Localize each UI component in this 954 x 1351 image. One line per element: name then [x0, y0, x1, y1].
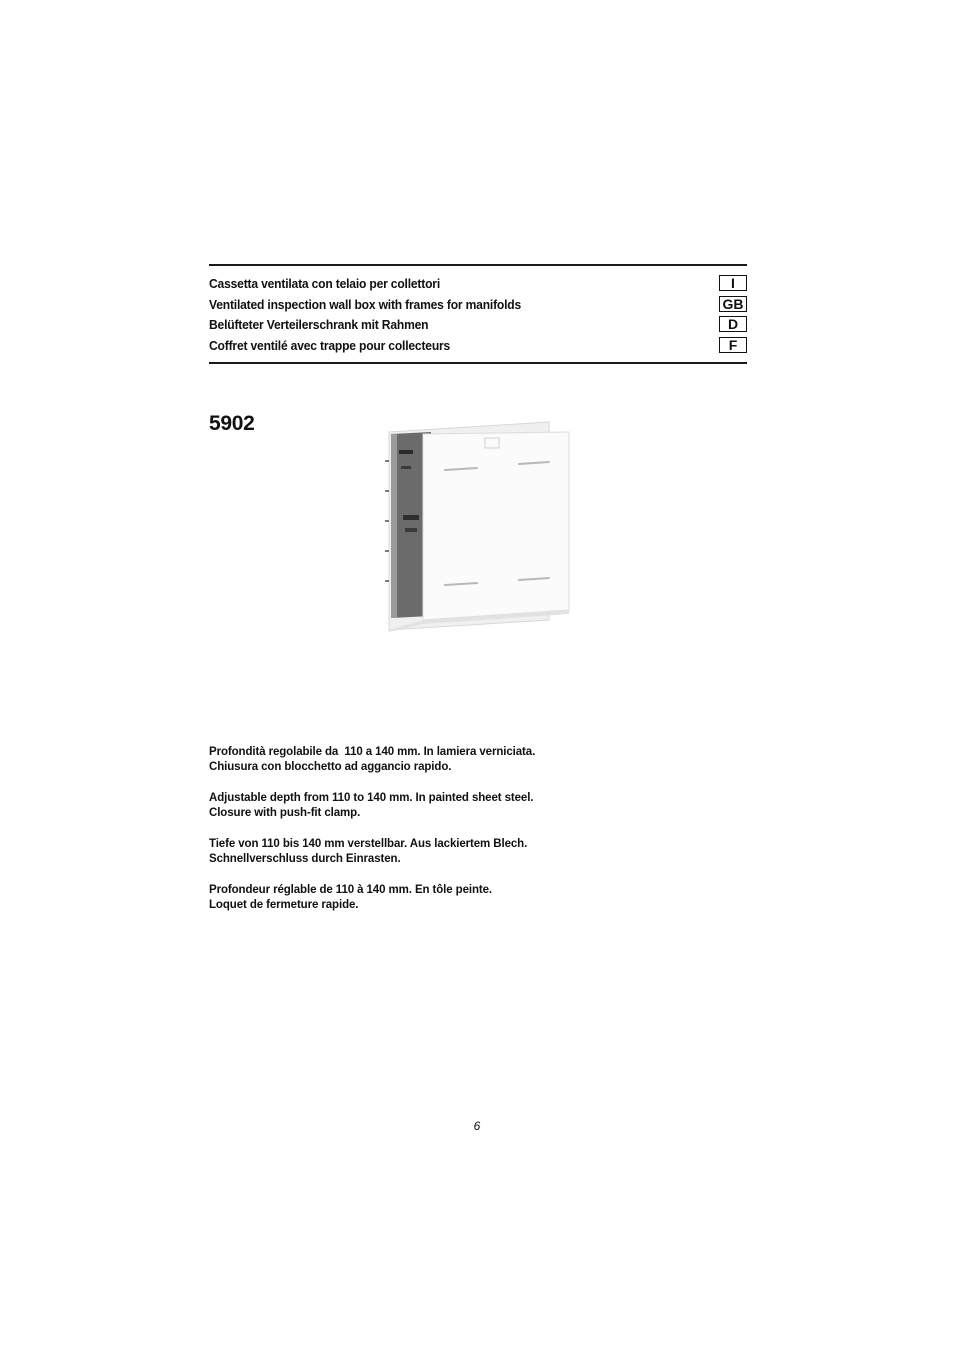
description-it [209, 745, 629, 775]
title-row-it [209, 274, 747, 295]
description-gb-line-1: Adjustable depth from 110 to 140 mm. In painted sheet steel. [209, 792, 534, 804]
title-de: Belüfteter Verteilerschrank mit Rahmen [209, 317, 429, 332]
description-de [209, 837, 629, 867]
page-number: 6 [473, 1119, 481, 1133]
title-row-fr [209, 336, 747, 357]
product-title-block [209, 274, 747, 356]
description-fr-line-2: Loquet de fermeture rapide. [209, 899, 359, 911]
title-it: Cassetta ventilata con telaio per collettori [209, 276, 441, 291]
description-fr [209, 883, 629, 913]
description-it-line-2: Chiusura con blocchetto ad aggancio rapido. [209, 761, 452, 773]
title-row-gb [209, 295, 747, 316]
description-fr-line-1: Profondeur réglable de 110 à 140 mm. En tôle peinte. [209, 884, 493, 896]
description-block [209, 745, 629, 929]
title-gb: Ventilated inspection wall box with frames for manifolds [209, 296, 522, 312]
lang-badge-gb: GB [719, 296, 747, 312]
product-code: 5902 [209, 412, 255, 435]
wall-box-image [383, 420, 571, 632]
lang-badge-it: I [719, 275, 747, 291]
lang-badge-fr: F [719, 337, 747, 353]
title-row-de [209, 315, 747, 336]
description-de-line-2: Schnellverschluss durch Einrasten. [209, 853, 401, 865]
description-it-line-1: Profondità regolabile da 110 a 140 mm. In lamiera verniciata. [209, 746, 536, 758]
description-de-line-1: Tiefe von 110 bis 140 mm verstellbar. Aus lackiertem Blech. [209, 838, 528, 850]
title-fr: Coffret ventilé avec trappe pour collecteurs [209, 337, 451, 353]
header-top-rule [209, 264, 747, 266]
lang-badge-de: D [719, 316, 747, 332]
description-gb-line-2: Closure with push-fit clamp. [209, 807, 361, 819]
header-bottom-rule [209, 362, 747, 364]
description-gb [209, 791, 629, 821]
